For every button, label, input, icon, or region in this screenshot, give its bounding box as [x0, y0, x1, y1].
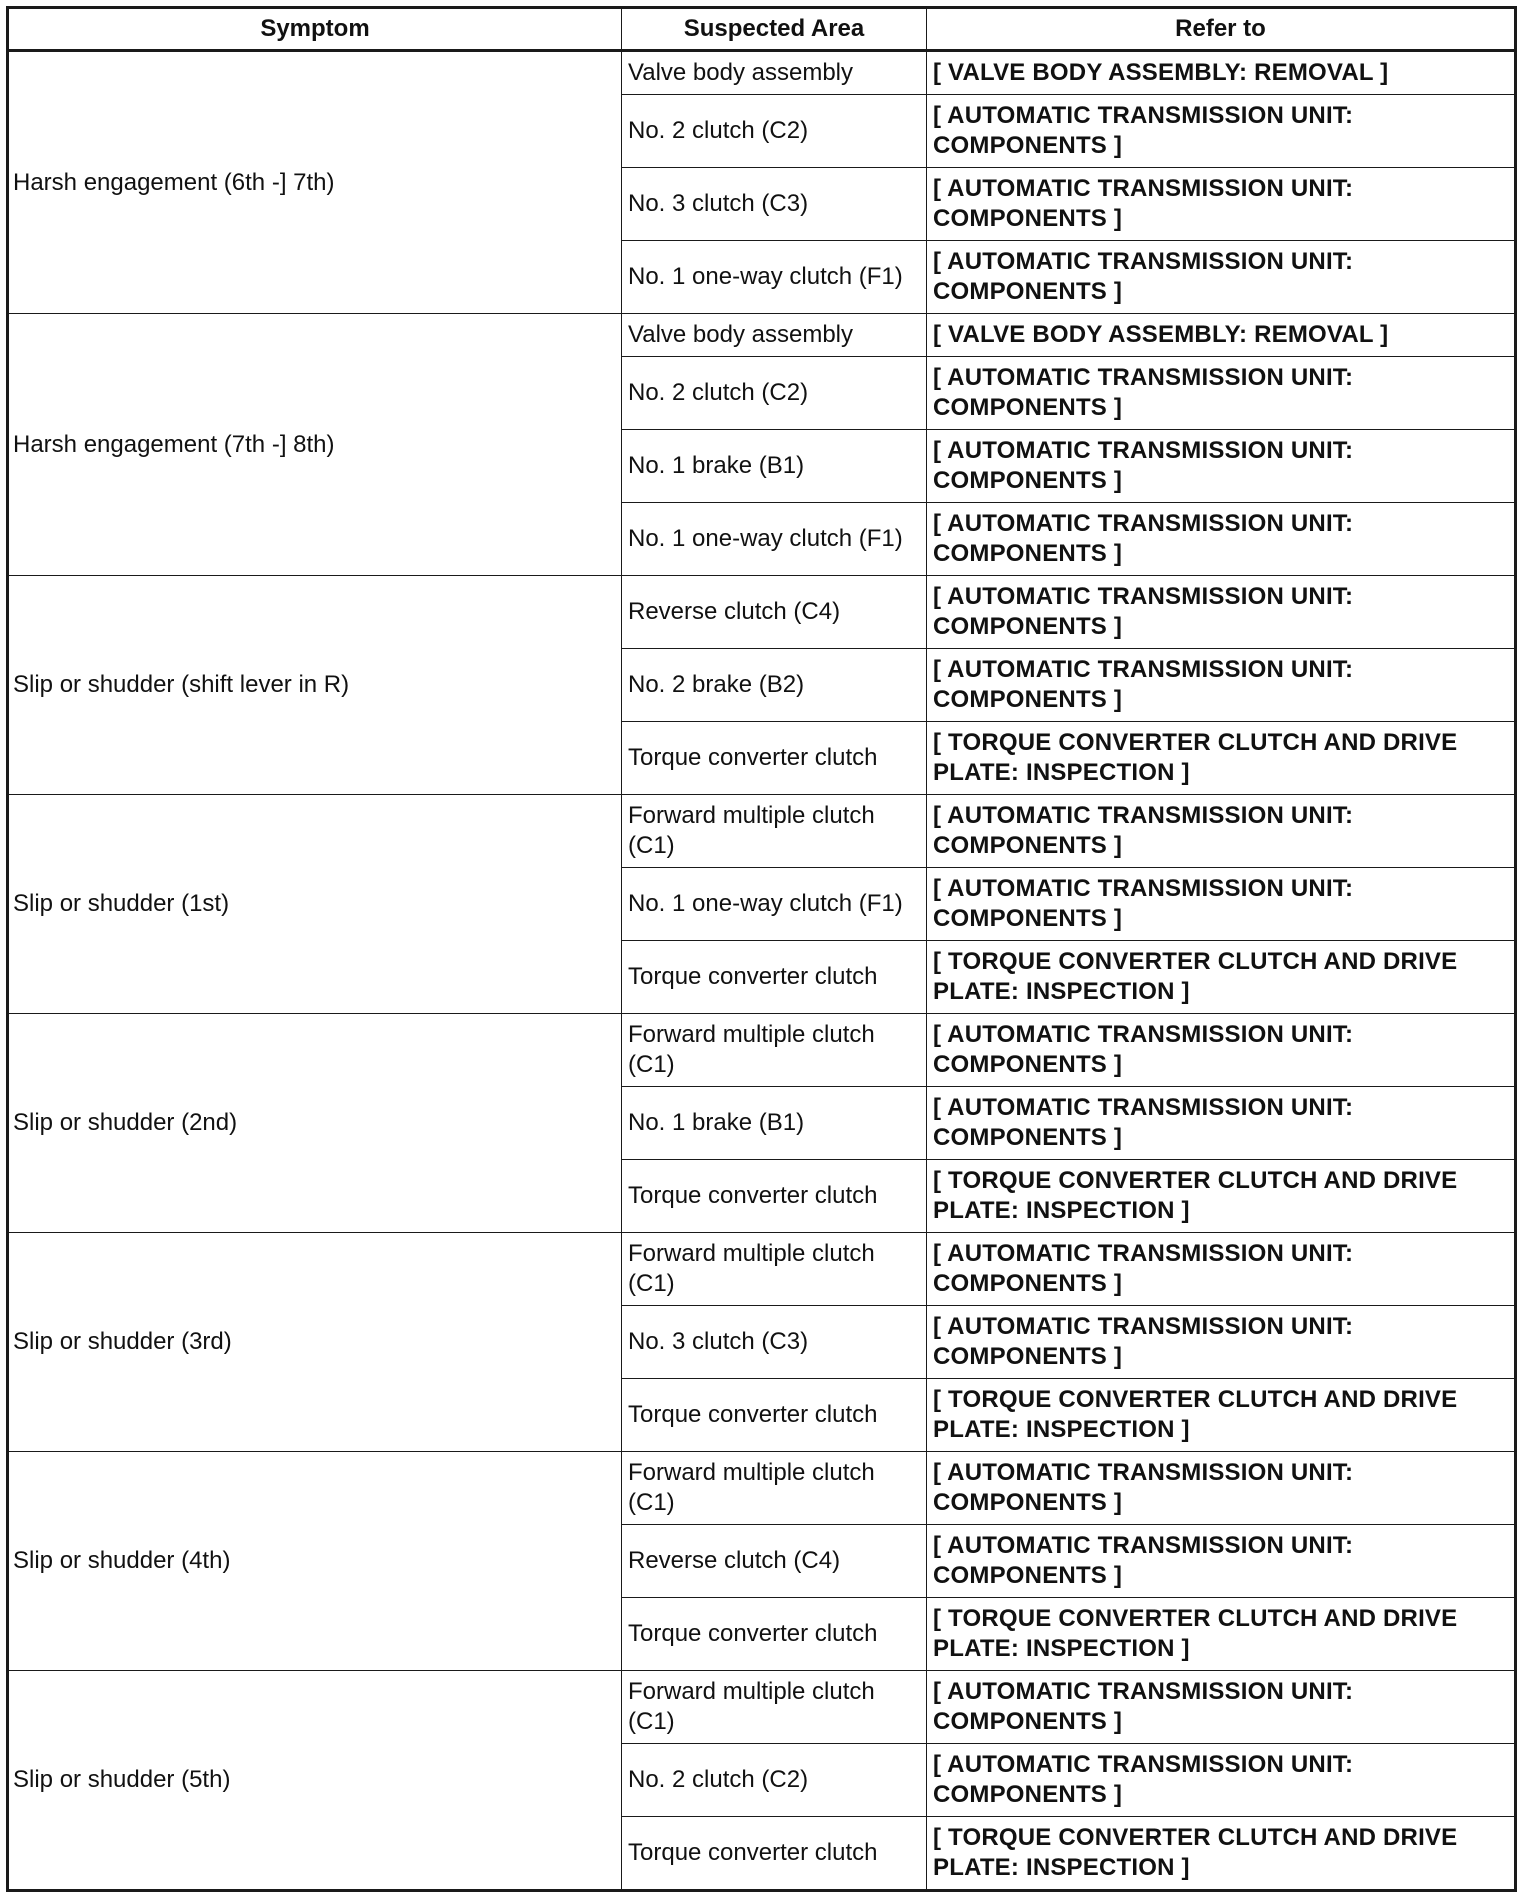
- suspected-area-cell: No. 3 clutch (C3): [622, 1306, 927, 1379]
- table-row: [8, 1233, 1516, 1306]
- suspected-area-cell: No. 2 brake (B2): [622, 649, 927, 722]
- header-row: [8, 8, 1516, 51]
- refer-to-cell: [ AUTOMATIC TRANSMISSION UNIT: COMPONENTS ]: [927, 1671, 1516, 1744]
- suspected-area-cell: Forward multiple clutch (C1): [622, 1671, 927, 1744]
- refer-to-cell: [ AUTOMATIC TRANSMISSION UNIT: COMPONENTS ]: [927, 241, 1516, 314]
- refer-to-cell: [ AUTOMATIC TRANSMISSION UNIT: COMPONENTS ]: [927, 795, 1516, 868]
- suspected-area-cell: Torque converter clutch: [622, 1817, 927, 1891]
- suspected-area-cell: No. 1 brake (B1): [622, 430, 927, 503]
- suspected-area-cell: Torque converter clutch: [622, 1379, 927, 1452]
- suspected-area-cell: Valve body assembly: [622, 51, 927, 95]
- refer-to-cell: [ AUTOMATIC TRANSMISSION UNIT: COMPONENTS ]: [927, 357, 1516, 430]
- table-row: [8, 1452, 1516, 1525]
- suspected-area-cell: Forward multiple clutch (C1): [622, 795, 927, 868]
- refer-to-cell: [ AUTOMATIC TRANSMISSION UNIT: COMPONENTS ]: [927, 1306, 1516, 1379]
- refer-to-cell: [ TORQUE CONVERTER CLUTCH AND DRIVE PLATE: INSPECTION ]: [927, 941, 1516, 1014]
- refer-to-cell: [ AUTOMATIC TRANSMISSION UNIT: COMPONENTS ]: [927, 95, 1516, 168]
- suspected-area-cell: Forward multiple clutch (C1): [622, 1452, 927, 1525]
- symptom-cell: Harsh engagement (6th -] 7th): [8, 51, 622, 314]
- suspected-area-cell: No. 2 clutch (C2): [622, 1744, 927, 1817]
- refer-to-cell: [ TORQUE CONVERTER CLUTCH AND DRIVE PLATE: INSPECTION ]: [927, 722, 1516, 795]
- refer-to-cell: [ TORQUE CONVERTER CLUTCH AND DRIVE PLATE: INSPECTION ]: [927, 1160, 1516, 1233]
- suspected-area-cell: Forward multiple clutch (C1): [622, 1014, 927, 1087]
- table-row: [8, 795, 1516, 868]
- symptom-cell: Slip or shudder (2nd): [8, 1014, 622, 1233]
- suspected-area-cell: No. 3 clutch (C3): [622, 168, 927, 241]
- symptom-cell: Slip or shudder (shift lever in R): [8, 576, 622, 795]
- symptom-cell: Slip or shudder (1st): [8, 795, 622, 1014]
- symptom-cell: Slip or shudder (4th): [8, 1452, 622, 1671]
- refer-to-cell: [ TORQUE CONVERTER CLUTCH AND DRIVE PLATE: INSPECTION ]: [927, 1379, 1516, 1452]
- refer-to-cell: [ AUTOMATIC TRANSMISSION UNIT: COMPONENTS ]: [927, 1744, 1516, 1817]
- suspected-area-cell: Reverse clutch (C4): [622, 576, 927, 649]
- column-header-symptom: Symptom: [8, 8, 622, 51]
- refer-to-cell: [ AUTOMATIC TRANSMISSION UNIT: COMPONENTS ]: [927, 1087, 1516, 1160]
- suspected-area-cell: No. 2 clutch (C2): [622, 357, 927, 430]
- symptom-cell: Harsh engagement (7th -] 8th): [8, 314, 622, 576]
- refer-to-cell: [ AUTOMATIC TRANSMISSION UNIT: COMPONENTS ]: [927, 430, 1516, 503]
- suspected-area-cell: No. 1 one-way clutch (F1): [622, 241, 927, 314]
- refer-to-cell: [ AUTOMATIC TRANSMISSION UNIT: COMPONENTS ]: [927, 168, 1516, 241]
- table-body: [8, 51, 1516, 1891]
- refer-to-cell: [ AUTOMATIC TRANSMISSION UNIT: COMPONENTS ]: [927, 649, 1516, 722]
- table-row: [8, 314, 1516, 357]
- refer-to-cell: [ VALVE BODY ASSEMBLY: REMOVAL ]: [927, 51, 1516, 95]
- suspected-area-cell: Torque converter clutch: [622, 722, 927, 795]
- suspected-area-cell: Forward multiple clutch (C1): [622, 1233, 927, 1306]
- column-header-suspected-area: Suspected Area: [622, 8, 927, 51]
- suspected-area-cell: No. 2 clutch (C2): [622, 95, 927, 168]
- suspected-area-cell: No. 1 one-way clutch (F1): [622, 868, 927, 941]
- suspected-area-cell: No. 1 brake (B1): [622, 1087, 927, 1160]
- suspected-area-cell: Torque converter clutch: [622, 941, 927, 1014]
- suspected-area-cell: No. 1 one-way clutch (F1): [622, 503, 927, 576]
- refer-to-cell: [ AUTOMATIC TRANSMISSION UNIT: COMPONENTS ]: [927, 503, 1516, 576]
- table-row: [8, 1014, 1516, 1087]
- refer-to-cell: [ AUTOMATIC TRANSMISSION UNIT: COMPONENTS ]: [927, 1014, 1516, 1087]
- refer-to-cell: [ AUTOMATIC TRANSMISSION UNIT: COMPONENTS ]: [927, 576, 1516, 649]
- table-row: [8, 51, 1516, 95]
- troubleshooting-table: [6, 6, 1517, 1892]
- suspected-area-cell: Torque converter clutch: [622, 1598, 927, 1671]
- suspected-area-cell: Valve body assembly: [622, 314, 927, 357]
- symptom-cell: Slip or shudder (5th): [8, 1671, 622, 1891]
- refer-to-cell: [ AUTOMATIC TRANSMISSION UNIT: COMPONENTS ]: [927, 868, 1516, 941]
- table-header: [8, 8, 1516, 51]
- refer-to-cell: [ AUTOMATIC TRANSMISSION UNIT: COMPONENTS ]: [927, 1233, 1516, 1306]
- refer-to-cell: [ AUTOMATIC TRANSMISSION UNIT: COMPONENTS ]: [927, 1452, 1516, 1525]
- column-header-refer-to: Refer to: [927, 8, 1516, 51]
- suspected-area-cell: Reverse clutch (C4): [622, 1525, 927, 1598]
- refer-to-cell: [ TORQUE CONVERTER CLUTCH AND DRIVE PLATE: INSPECTION ]: [927, 1817, 1516, 1891]
- table-row: [8, 1671, 1516, 1744]
- refer-to-cell: [ VALVE BODY ASSEMBLY: REMOVAL ]: [927, 314, 1516, 357]
- symptom-cell: Slip or shudder (3rd): [8, 1233, 622, 1452]
- table-row: [8, 576, 1516, 649]
- suspected-area-cell: Torque converter clutch: [622, 1160, 927, 1233]
- refer-to-cell: [ TORQUE CONVERTER CLUTCH AND DRIVE PLATE: INSPECTION ]: [927, 1598, 1516, 1671]
- refer-to-cell: [ AUTOMATIC TRANSMISSION UNIT: COMPONENTS ]: [927, 1525, 1516, 1598]
